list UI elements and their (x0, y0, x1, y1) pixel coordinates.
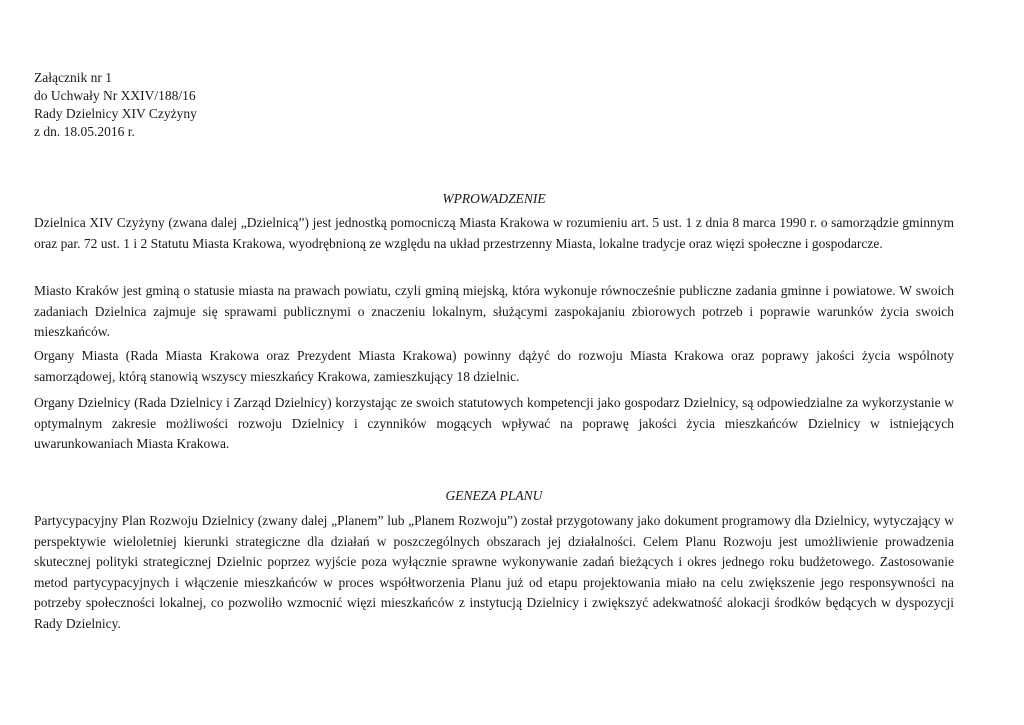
genesis-paragraph-1: Partycypacyjny Plan Rozwoju Dzielnicy (zwany dalej „Planem” lub „Planem Rozwoju”) został przygotowany jako dokument programowy dla Dzielnicy, wytyczający w perspektywie wieloletniej kierunki strategiczne dla działań w poszczególnych obszarach jej działalności. Celem Planu Rozwoju jest umożliwienie prowadzenia skutecznej polityki strategicznej Dzielnic poprzez wyjście poza wyłącznie sprawne wykonywanie zadań bieżących i okres jednego roku budżetowego. Zastosowanie metod partycypacyjnych i włączenie mieszkańców w proces współtworzenia Planu już od etapu projektowania miało na celu zwiększenie jego responsywności na potrzeby społeczności lokalnej, co pozwoliło wzmocnić więzi mieszkańców z instytucją Dzielnicy i zwiększyć adekwatność alokacji środków będących w dyspozycji Rady Dzielnicy. (34, 513, 954, 631)
intro-paragraph-4: Organy Dzielnicy (Rada Dzielnicy i Zarząd Dzielnicy) korzystając ze swoich statutowych kompetencji jako gospodarz Dzielnicy, są odpowiedzialne za wykorzystanie w optymalnym zakresie możliwości rozwoju Dzielnicy i czynników mogących wpływać na poprawę jakości życia mieszkańców Dzielnicy w istniejących uwarunkowaniach Miasta Krakowa. (34, 395, 954, 451)
attachment-number: Załącznik nr 1 (34, 70, 112, 85)
intro-paragraph-3: Organy Miasta (Rada Miasta Krakowa oraz Prezydent Miasta Krakowa) powinny dążyć do rozwoju Miasta Krakowa oraz poprawy jakości życia wspólnoty samorządowej, którą stanowią wszyscy mieszkańcy Krakowa, zamieszkujący 18 dzielnic. (34, 348, 954, 384)
resolution-reference: do Uchwały Nr XXIV/188/16 (34, 88, 196, 103)
attachment-header (34, 69, 197, 141)
intro-paragraph-2: Miasto Kraków jest gminą o statusie miasta na prawach powiatu, czyli gminą miejską, która wykonuje równocześnie publiczne zadania gminne i powiatowe. W swoich zadaniach Dzielnica zajmuje się sprawami publicznymi o znaczeniu lokalnym, służącymi zaspokajaniu zbiorowych potrzeb i poprawie warunków życia swoich mieszkańców. (34, 283, 954, 339)
council-name: Rady Dzielnicy XIV Czyżyny (34, 106, 197, 121)
intro-paragraph-1: Dzielnica XIV Czyżyny (zwana dalej „Dzielnicą”) jest jednostką pomocniczą Miasta Krakowa w rozumieniu art. 5 ust. 1 z dnia 8 marca 1990 r. o samorządzie gminnym oraz par. 72 ust. 1 i 2 Statutu Miasta Krakowa, wyodrębnioną ze względu na układ przestrzenny Miasta, lokalne tradycje oraz więzi społeczne i gospodarcze. (34, 215, 954, 251)
section-heading-plan-genesis: GENEZA PLANU (445, 488, 543, 503)
section-heading-introduction: WPROWADZENIE (442, 191, 546, 206)
resolution-date: z dn. 18.05.2016 r. (34, 124, 135, 139)
